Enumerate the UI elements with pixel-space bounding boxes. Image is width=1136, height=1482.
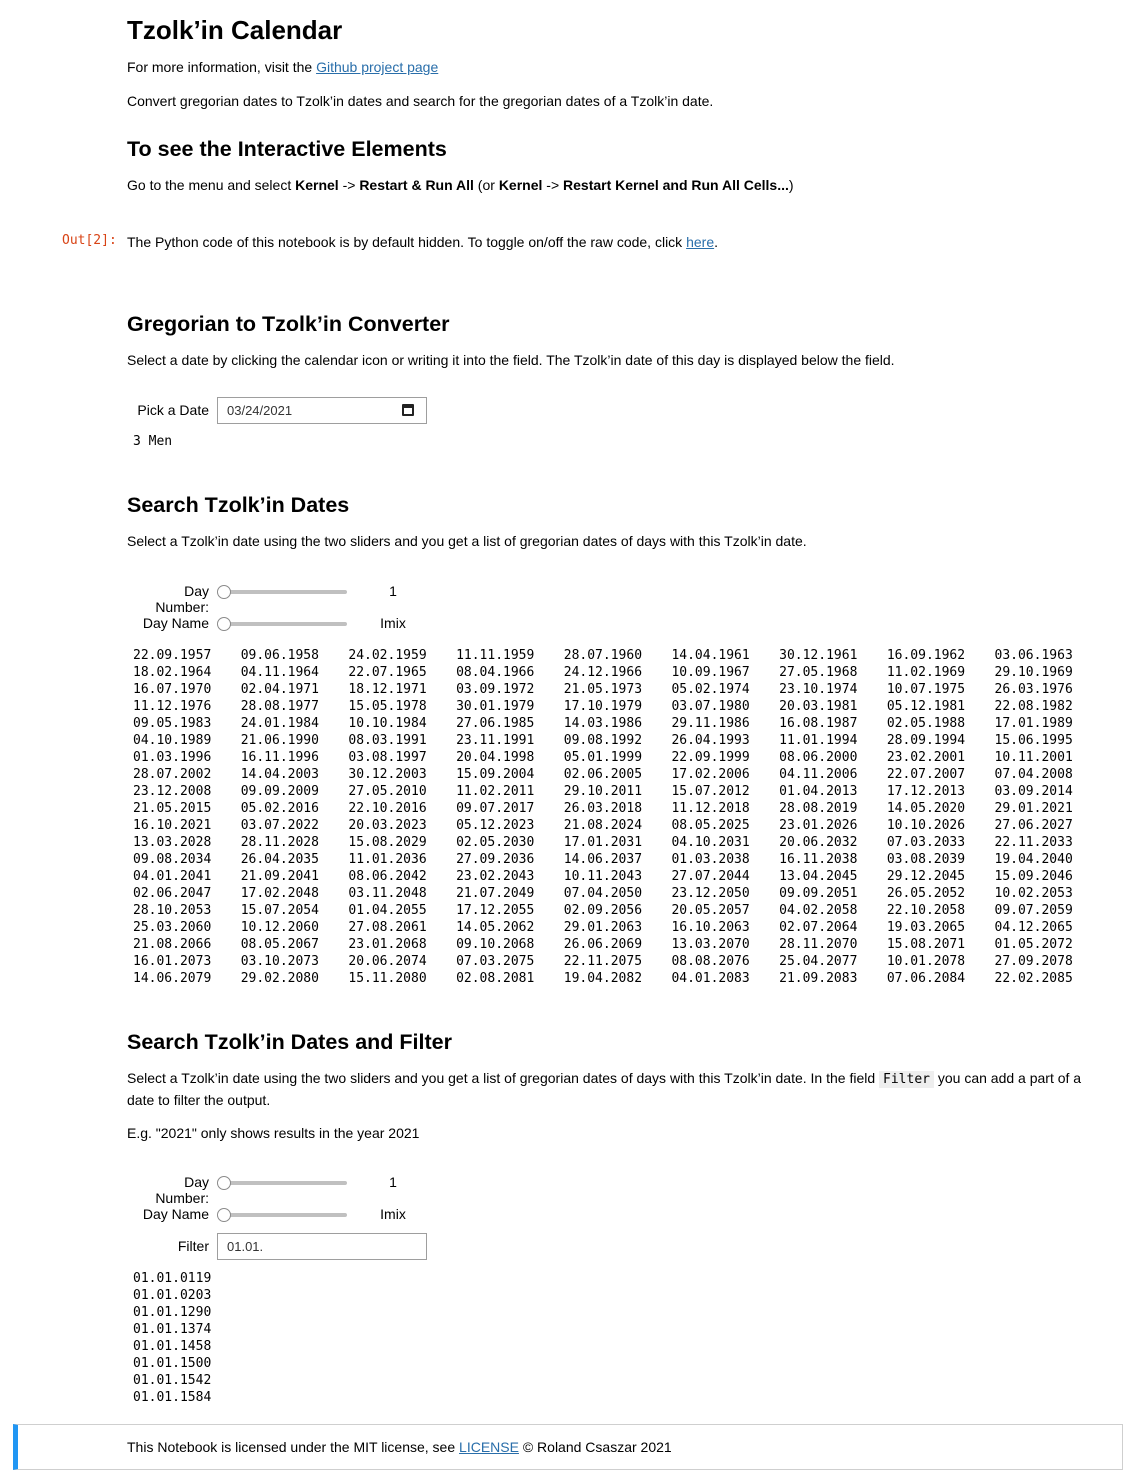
search-result-date: 23.02.2001 (886, 750, 966, 765)
date-value: 03/24/2021 (227, 403, 293, 418)
day-name-slider[interactable] (222, 622, 347, 626)
search-result-date: 08.03.1991 (348, 733, 427, 748)
search-result-date: 05.12.2023 (456, 818, 535, 833)
search-result-date: 27.05.2010 (348, 784, 427, 799)
kernel-instructions (127, 175, 794, 196)
search-results-grid (133, 647, 1102, 987)
search-result-date: 29.01.2063 (563, 920, 643, 935)
search-description: Select a Tzolk’in date using the two sliders and you get a list of gregorian dates of days with this Tzolk’in date. (127, 533, 807, 549)
search-result-date: 09.08.2034 (133, 852, 212, 867)
search-result-date: 22.10.2016 (348, 801, 427, 816)
converter-description: Select a date by clicking the calendar icon or writing it into the field. The Tzolk’in date of this day is displayed below the field. (127, 352, 895, 368)
search-result-date: 01.04.2055 (348, 903, 427, 918)
search-result-date: 16.10.2063 (671, 920, 750, 935)
page-title: Tzolk’in Calendar (127, 15, 343, 45)
search-result-date: 11.12.2018 (671, 801, 750, 816)
search-result-date: 07.04.2008 (994, 767, 1073, 782)
search-result-date: 14.04.1961 (671, 648, 750, 663)
search-result-date: 27.07.2044 (671, 869, 750, 884)
search-result-date: 17.02.2006 (671, 767, 750, 782)
filter-code: Filter (879, 1071, 934, 1088)
filter-heading: Search Tzolk’in Dates and Filter (127, 1030, 452, 1054)
search-result-date: 10.11.2001 (994, 750, 1073, 765)
search-result-date: 16.09.1962 (886, 648, 966, 663)
intro-description: Convert gregorian dates to Tzolk’in dates and search for the gregorian dates of a Tzolk’in date. (127, 93, 714, 109)
search-result-date: 04.01.2041 (133, 869, 212, 884)
search-result-date: 26.04.1993 (671, 733, 750, 748)
search-result-date: 05.02.2016 (240, 801, 319, 816)
search-result-date: 15.05.1978 (348, 699, 427, 714)
out-prompt: Out[2]: (62, 233, 117, 248)
search-result-date: 27.09.2078 (994, 954, 1073, 969)
search-result-date: 09.06.1958 (240, 648, 319, 663)
info-line (127, 57, 438, 78)
search-result-date: 28.07.1960 (563, 648, 643, 663)
search-result-date: 23.10.1974 (779, 682, 858, 697)
toggle-code-text: The Python code of this notebook is by default hidden. To toggle on/off the raw code, click (127, 234, 687, 250)
search-result-date: 18.12.1971 (348, 682, 427, 697)
filter-value: 01.01. (227, 1239, 264, 1254)
search-result-date: 09.07.2059 (994, 903, 1073, 918)
search-result-date: 09.09.2009 (240, 784, 319, 799)
search-result-date: 19.03.2065 (886, 920, 966, 935)
search-result-date: 15.08.2029 (348, 835, 427, 850)
search-result-date: 24.02.1959 (348, 648, 427, 663)
search-result-date: 22.11.2033 (994, 835, 1073, 850)
search-result-date: 22.08.1982 (994, 699, 1073, 714)
search-result-date: 24.12.1966 (563, 665, 643, 680)
search-result-date: 15.09.2004 (456, 767, 535, 782)
instr-bold-1: Kernel (295, 177, 339, 193)
search-result-date: 21.09.2041 (240, 869, 319, 884)
search-result-date: 05.12.1981 (886, 699, 966, 714)
search-result-date: 14.06.2079 (133, 971, 212, 986)
search-result-date: 03.09.1972 (456, 682, 535, 697)
search-result-date: 22.07.2007 (886, 767, 966, 782)
filter-desc-1: Select a Tzolk’in date using the two sliders and you get a list of gregorian dates of days with this Tzolk’in date. In the field (127, 1070, 880, 1086)
search-result-date: 10.07.1975 (886, 682, 966, 697)
search-result-date: 11.01.2036 (348, 852, 427, 867)
search-result-date: 04.10.1989 (133, 733, 212, 748)
search-result-date: 30.12.1961 (779, 648, 858, 663)
search-result-date: 03.06.1963 (994, 648, 1073, 663)
search-result-date: 11.12.1976 (133, 699, 212, 714)
pick-date-label: Pick a Date (137, 402, 209, 418)
license-notice (13, 1424, 1123, 1470)
day-name-value: Imix (380, 615, 406, 631)
search-result-date: 21.05.1973 (563, 682, 643, 697)
search-result-date: 27.06.1985 (456, 716, 535, 731)
search-result-date: 01.03.1996 (133, 750, 212, 765)
search-result-date: 23.01.2068 (348, 937, 427, 952)
instr-text-2: -> (338, 177, 360, 193)
search-result-date: 17.01.2031 (563, 835, 643, 850)
toggle-code-line (127, 232, 718, 253)
filter-day-number-value: 1 (389, 1174, 397, 1190)
search-result-date: 08.04.1966 (456, 665, 535, 680)
search-result-date: 05.01.1999 (563, 750, 643, 765)
search-result-date: 28.10.2053 (133, 903, 212, 918)
search-result-date: 13.04.2045 (779, 869, 858, 884)
search-result-date: 03.11.2048 (348, 886, 427, 901)
search-result-date: 29.02.2080 (240, 971, 319, 986)
search-result-date: 09.07.2017 (456, 801, 535, 816)
info-prefix: For more information, visit the (127, 59, 317, 75)
search-result-date: 08.05.2067 (240, 937, 319, 952)
filter-result-date: 01.01.1500 (133, 1356, 212, 1371)
search-result-date: 02.05.2030 (456, 835, 535, 850)
search-result-date: 10.12.2060 (240, 920, 319, 935)
search-result-date: 29.10.2011 (563, 784, 643, 799)
filter-desc-2: you can add a part of a date to filter the output. (127, 1070, 1082, 1108)
search-result-date: 10.10.2026 (886, 818, 966, 833)
search-result-date: 15.11.2080 (348, 971, 427, 986)
search-result-date: 17.01.1989 (994, 716, 1073, 731)
search-result-date: 15.07.2054 (240, 903, 319, 918)
filter-results-list (133, 1270, 211, 1406)
day-number-value: 1 (389, 583, 397, 599)
filter-label: Filter (177, 1238, 209, 1254)
search-result-date: 03.08.1997 (348, 750, 427, 765)
search-result-date: 04.02.2058 (779, 903, 858, 918)
search-result-date: 04.10.2031 (671, 835, 750, 850)
search-result-date: 26.04.2035 (240, 852, 319, 867)
search-result-date: 21.07.2049 (456, 886, 535, 901)
search-result-date: 22.10.2058 (886, 903, 966, 918)
search-result-date: 27.06.2027 (994, 818, 1073, 833)
search-result-date: 14.06.2037 (563, 852, 643, 867)
search-result-date: 16.01.2073 (133, 954, 212, 969)
search-result-date: 29.11.1986 (671, 716, 750, 731)
instr-text-1: Go to the menu and select (127, 177, 296, 193)
search-result-date: 20.05.2057 (671, 903, 750, 918)
search-result-date: 23.12.2050 (671, 886, 750, 901)
search-result-date: 28.08.1977 (240, 699, 319, 714)
filter-day-name-slider[interactable] (222, 1213, 347, 1217)
license-suffix: © Roland Csaszar 2021 (518, 1439, 672, 1455)
filter-day-number-label: Day Number: (155, 1174, 209, 1206)
search-result-date: 07.06.2084 (886, 971, 966, 986)
search-result-date: 17.02.2048 (240, 886, 319, 901)
search-result-date: 11.11.1959 (456, 648, 535, 663)
search-result-date: 26.06.2069 (563, 937, 643, 952)
toggle-code-suffix: . (714, 234, 718, 250)
search-result-date: 07.03.2033 (886, 835, 966, 850)
filter-day-name-label: Day Name (142, 1206, 209, 1222)
search-result-date: 23.11.1991 (456, 733, 535, 748)
search-result-date: 24.01.1984 (240, 716, 319, 731)
search-result-date: 01.03.2038 (671, 852, 750, 867)
filter-input[interactable] (217, 1233, 427, 1260)
search-result-date: 02.04.1971 (240, 682, 319, 697)
search-result-date: 16.11.1996 (240, 750, 319, 765)
search-result-date: 29.12.2045 (886, 869, 966, 884)
search-result-date: 21.09.2083 (779, 971, 858, 986)
search-result-date: 01.04.2013 (779, 784, 858, 799)
filter-description (127, 1068, 1092, 1111)
tzolkin-result: 3 Men (133, 434, 173, 449)
search-result-date: 03.09.2014 (994, 784, 1073, 799)
date-picker-input[interactable] (217, 397, 427, 424)
search-result-date: 17.10.1979 (563, 699, 643, 714)
search-result-date: 03.07.2022 (240, 818, 319, 833)
search-result-date: 26.03.2018 (563, 801, 643, 816)
search-result-date: 08.08.2076 (671, 954, 750, 969)
search-result-date: 03.07.1980 (671, 699, 750, 714)
day-name-label: Day Name (142, 615, 209, 631)
filter-day-number-slider-handle[interactable] (217, 1176, 231, 1190)
search-result-date: 20.04.1998 (456, 750, 535, 765)
search-result-date: 02.06.2005 (563, 767, 643, 782)
search-result-date: 20.06.2032 (779, 835, 858, 850)
search-result-date: 25.03.2060 (133, 920, 212, 935)
search-result-date: 25.04.2077 (779, 954, 858, 969)
search-result-date: 13.03.2028 (133, 835, 212, 850)
search-result-date: 28.08.2019 (779, 801, 858, 816)
search-result-date: 14.04.2003 (240, 767, 319, 782)
search-result-date: 09.05.1983 (133, 716, 212, 731)
search-result-date: 14.05.2020 (886, 801, 966, 816)
interactive-heading: To see the Interactive Elements (127, 137, 447, 161)
search-result-date: 16.08.1987 (779, 716, 858, 731)
search-result-date: 09.09.2051 (779, 886, 858, 901)
github-project-link[interactable]: Github project page (316, 59, 439, 75)
search-result-date: 08.06.2042 (348, 869, 427, 884)
search-result-date: 02.09.2056 (563, 903, 643, 918)
search-result-date: 09.08.1992 (563, 733, 643, 748)
search-result-date: 15.09.2046 (994, 869, 1073, 884)
search-result-date: 08.05.2025 (671, 818, 750, 833)
search-result-date: 16.07.1970 (133, 682, 212, 697)
search-result-date: 22.09.1957 (133, 648, 212, 663)
filter-day-name-value: Imix (380, 1206, 406, 1222)
search-result-date: 14.05.2062 (456, 920, 535, 935)
day-number-label: Day Number: (155, 583, 209, 615)
instr-text-4: -> (542, 177, 564, 193)
search-result-date: 21.08.2024 (563, 818, 643, 833)
filter-day-name-slider-handle[interactable] (217, 1208, 231, 1222)
search-result-date: 28.11.2028 (240, 835, 319, 850)
filter-result-date: 01.01.0119 (133, 1271, 212, 1286)
search-result-date: 30.12.2003 (348, 767, 427, 782)
search-result-date: 10.09.1967 (671, 665, 750, 680)
search-result-date: 08.06.2000 (779, 750, 858, 765)
search-result-date: 03.10.2073 (240, 954, 319, 969)
search-result-date: 02.07.2064 (779, 920, 858, 935)
converter-heading: Gregorian to Tzolk’in Converter (127, 312, 450, 336)
search-result-date: 04.12.2065 (994, 920, 1073, 935)
search-result-date: 20.03.1981 (779, 699, 858, 714)
search-result-date: 26.05.2052 (886, 886, 966, 901)
search-result-date: 04.01.2083 (671, 971, 750, 986)
instr-bold-4: Restart Kernel and Run All Cells... (563, 177, 789, 193)
filter-result-date: 01.01.1542 (133, 1373, 212, 1388)
search-result-date: 03.08.2039 (886, 852, 966, 867)
instr-text-3: (or (473, 177, 499, 193)
license-line (127, 1437, 672, 1458)
search-result-date: 15.07.2012 (671, 784, 750, 799)
search-result-date: 02.06.2047 (133, 886, 212, 901)
day-name-slider-handle[interactable] (217, 617, 231, 631)
search-result-date: 26.03.1976 (994, 682, 1073, 697)
search-result-date: 09.10.2068 (456, 937, 535, 952)
instr-bold-3: Kernel (498, 177, 543, 193)
search-result-date: 01.05.2072 (994, 937, 1073, 952)
search-result-date: 10.02.2053 (994, 886, 1073, 901)
search-result-date: 16.11.2038 (779, 852, 858, 867)
search-result-date: 14.03.1986 (563, 716, 643, 731)
search-result-date: 19.04.2040 (994, 852, 1073, 867)
search-result-date: 05.02.1974 (671, 682, 750, 697)
search-result-date: 07.04.2050 (563, 886, 643, 901)
instr-bold-2: Restart & Run All (359, 177, 474, 193)
search-result-date: 21.05.2015 (133, 801, 212, 816)
toggle-code-link[interactable]: here (686, 234, 715, 250)
filter-example: E.g. "2021" only shows results in the year 2021 (127, 1125, 420, 1141)
filter-result-date: 01.01.1374 (133, 1322, 212, 1337)
filter-result-date: 01.01.0203 (133, 1288, 212, 1303)
search-result-date: 30.01.1979 (456, 699, 535, 714)
search-result-date: 22.09.1999 (671, 750, 750, 765)
calendar-icon[interactable] (402, 404, 414, 416)
day-number-slider[interactable] (222, 590, 347, 594)
search-result-date: 02.05.1988 (886, 716, 966, 731)
search-result-date: 29.10.1969 (994, 665, 1073, 680)
filter-day-number-slider[interactable] (222, 1181, 347, 1185)
search-result-date: 04.11.1964 (240, 665, 319, 680)
license-link[interactable]: LICENSE (459, 1439, 519, 1455)
search-result-date: 18.02.1964 (133, 665, 212, 680)
search-result-date: 11.02.1969 (886, 665, 966, 680)
search-result-date: 10.01.2078 (886, 954, 966, 969)
search-result-date: 22.07.1965 (348, 665, 427, 680)
search-result-date: 17.12.2013 (886, 784, 966, 799)
filter-result-date: 01.01.1458 (133, 1339, 212, 1354)
search-result-date: 11.01.1994 (779, 733, 858, 748)
search-result-date: 02.08.2081 (456, 971, 535, 986)
search-result-date: 04.11.2006 (779, 767, 858, 782)
filter-result-date: 01.01.1290 (133, 1305, 212, 1320)
search-result-date: 23.12.2008 (133, 784, 212, 799)
search-result-date: 23.01.2026 (779, 818, 858, 833)
search-result-date: 20.06.2074 (348, 954, 427, 969)
search-result-date: 15.08.2071 (886, 937, 966, 952)
search-result-date: 16.10.2021 (133, 818, 212, 833)
search-result-date: 28.11.2070 (779, 937, 858, 952)
search-result-date: 07.03.2075 (456, 954, 535, 969)
search-result-date: 28.09.1994 (886, 733, 966, 748)
search-result-date: 20.03.2023 (348, 818, 427, 833)
search-result-date: 10.10.1984 (348, 716, 427, 731)
search-result-date: 21.06.1990 (240, 733, 319, 748)
search-result-date: 10.11.2043 (563, 869, 643, 884)
search-result-date: 15.06.1995 (994, 733, 1073, 748)
day-number-slider-handle[interactable] (217, 585, 231, 599)
search-result-date: 29.01.2021 (994, 801, 1073, 816)
license-text: This Notebook is licensed under the MIT license, see (127, 1439, 460, 1455)
instr-text-5: ) (788, 177, 794, 193)
search-result-date: 13.03.2070 (671, 937, 750, 952)
search-result-date: 17.12.2055 (456, 903, 535, 918)
search-result-date: 28.07.2002 (133, 767, 212, 782)
search-result-date: 22.11.2075 (563, 954, 643, 969)
search-result-date: 23.02.2043 (456, 869, 535, 884)
search-result-date: 27.08.2061 (348, 920, 427, 935)
search-result-date: 27.09.2036 (456, 852, 535, 867)
search-result-date: 27.05.1968 (779, 665, 858, 680)
search-result-date: 22.02.2085 (994, 971, 1073, 986)
search-result-date: 21.08.2066 (133, 937, 212, 952)
search-result-date: 11.02.2011 (456, 784, 535, 799)
filter-result-date: 01.01.1584 (133, 1390, 212, 1405)
search-heading: Search Tzolk’in Dates (127, 493, 350, 517)
search-result-date: 19.04.2082 (563, 971, 643, 986)
